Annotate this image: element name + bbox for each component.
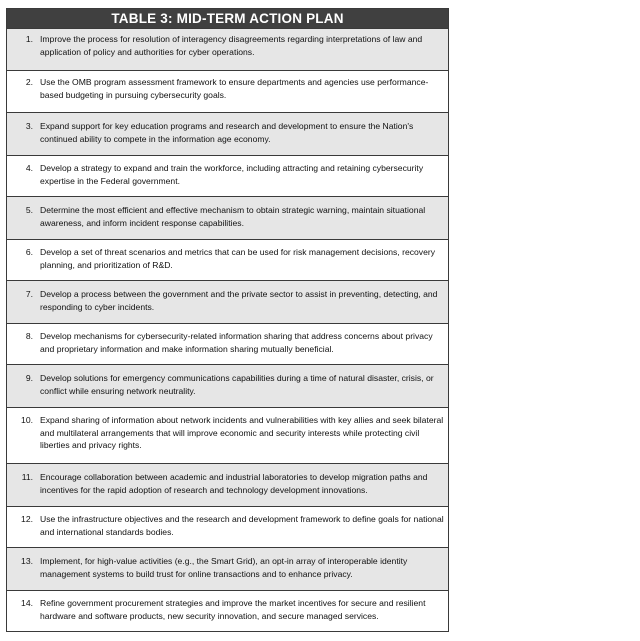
- table-row: [7, 323, 448, 364]
- row-text: Expand sharing of information about network incidents and vulnerabilities with key allies and seek bilateral and multilateral arrangements that will improve economic and security interests while protecting civil liberties and privacy rights.: [40, 415, 444, 451]
- row-number: 7.: [25, 289, 33, 299]
- table-row: [7, 155, 448, 196]
- row-text: Develop mechanisms for cybersecurity-related information sharing that address concerns about privacy and proprietary information and make information sharing mutually beneficial.: [40, 331, 433, 354]
- table-row: [7, 112, 448, 155]
- row-text: Develop a strategy to expand and train the workforce, including attracting and retaining cybersecurity expertise in the Federal government.: [40, 163, 424, 186]
- row-number: 11.: [21, 472, 33, 482]
- action-plan-table: [6, 8, 449, 632]
- row-text: Expand support for key education programs and research and development to ensure the Nation's continued ability to compete in the information age economy.: [40, 121, 414, 144]
- row-text: Develop a set of threat scenarios and metrics that can be used for risk management decisions, recovery planning, and prioritization of R&D.: [40, 247, 436, 270]
- row-number: 1.: [25, 34, 33, 44]
- row-number: 14.: [21, 598, 33, 608]
- table-row: [7, 547, 448, 590]
- row-number: 6.: [25, 247, 33, 257]
- table-title: TABLE 3: MID-TERM ACTION PLAN: [7, 9, 448, 28]
- row-number: 3.: [25, 121, 33, 131]
- row-number: 10.: [21, 415, 33, 425]
- row-text: Implement, for high-value activities (e.g., the Smart Grid), an opt-in array of interoperable identity management systems to build trust for online transactions and to enhance privacy.: [40, 556, 408, 579]
- row-number: 2.: [25, 77, 33, 87]
- row-text: Use the infrastructure objectives and the research and development framework to define goals for national and international standards bodies.: [40, 514, 444, 537]
- table-row: [7, 280, 448, 323]
- row-number: 9.: [25, 373, 33, 383]
- row-number: 8.: [25, 331, 33, 341]
- row-text: Refine government procurement strategies and improve the market incentives for secure and resilient hardware and software products, new security innovation, and secure managed services.: [40, 598, 426, 621]
- table-row: [7, 463, 448, 506]
- table-row: [7, 70, 448, 112]
- table-row: [7, 590, 448, 631]
- table-row: [7, 196, 448, 239]
- table-row: [7, 506, 448, 547]
- row-number: 12.: [21, 514, 33, 524]
- row-number: 13.: [21, 556, 33, 566]
- row-text: Develop a process between the government and the private sector to assist in preventing, detecting, and responding to cyber incidents.: [40, 289, 438, 312]
- table-row: [7, 28, 448, 70]
- row-text: Improve the process for resolution of interagency disagreements regarding interpretations of law and application of policy and authorities for cyber operations.: [40, 34, 423, 57]
- table-row: [7, 364, 448, 407]
- row-text: Determine the most efficient and effective mechanism to obtain strategic warning, maintain situational awareness, and inform incident response capabilities.: [40, 205, 426, 228]
- table-row: [7, 239, 448, 280]
- row-text: Encourage collaboration between academic and industrial laboratories to develop migration paths and incentives for the rapid adoption of research and technology development innovations.: [40, 472, 428, 495]
- row-text: Use the OMB program assessment framework to ensure departments and agencies use performance-based budgeting in pursuing cybersecurity goals.: [40, 77, 429, 100]
- row-number: 5.: [25, 205, 33, 215]
- row-number: 4.: [25, 163, 33, 173]
- row-text: Develop solutions for emergency communications capabilities during a time of natural disaster, crisis, or conflict while ensuring network neutrality.: [40, 373, 434, 396]
- table-row: [7, 407, 448, 463]
